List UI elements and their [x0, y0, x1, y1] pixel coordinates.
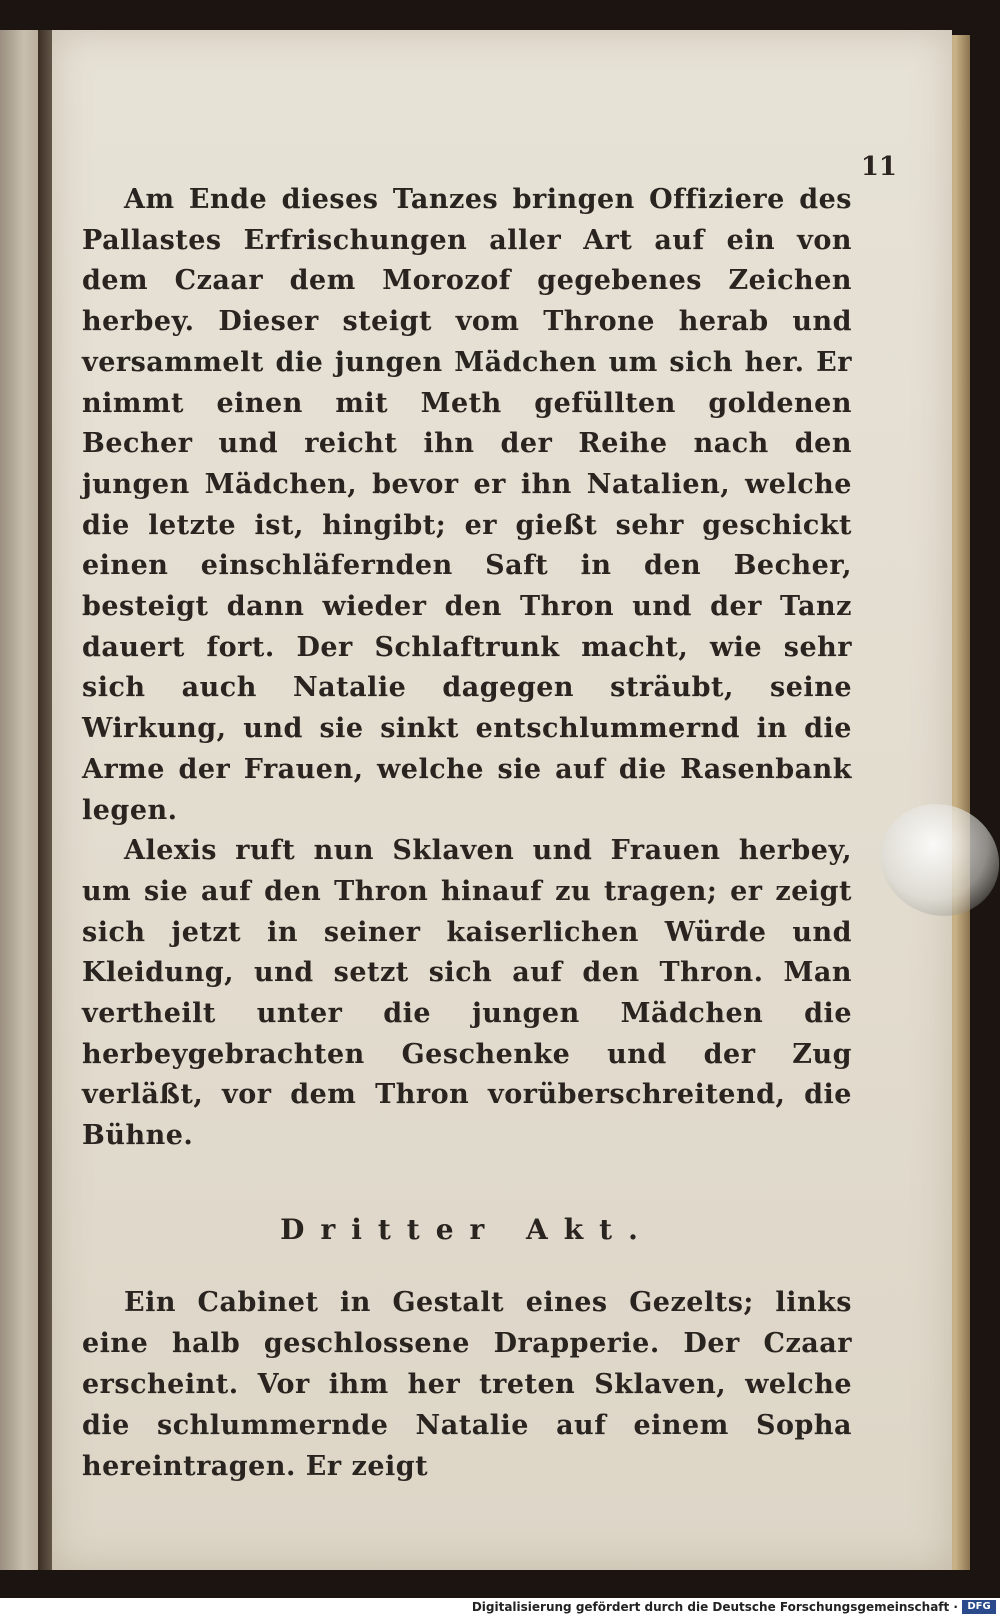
footer-credit: Digitalisierung gefördert durch die Deutsche Forschungsgemeinschaft ·: [471, 1600, 958, 1614]
page-number: 11: [860, 152, 897, 182]
page-text: [82, 180, 852, 1487]
paragraph-2: Alexis ruft nun Sklaven und Frauen herbey, um sie auf den Thron hinauf zu tragen; er zeigt sich jetzt in seiner kaiserlichen Würde und Kleidung, und setzt sich auf den Thron. Man vertheilt unter die jungen Mädchen die herbeygebrachten Geschenke und der Zug verläßt, vor dem Thron vorüberschreitend, die Bühne.: [82, 835, 852, 1152]
dfg-logo: DFG: [962, 1600, 996, 1614]
act-description: Ein Cabinet in Gestalt eines Gezelts; links eine halb geschlossene Drapperie. Der Czaar erscheint. Vor ihm her treten Sklaven, welche die schlummernde Natalie auf einem Sopha hereintragen. Er zeigt: [82, 1286, 852, 1482]
paragraph-1: Am Ende dieses Tanzes bringen Offiziere des Pallastes Erfrischungen aller Art auf ein von dem Czaar dem Morozof gegebenes Zeichen herbey. Dieser steigt vom Throne herab und versammelt die jungen Mädchen um sich her. Er nimmt einen mit Meth gefüllten goldenen Becher und reicht ihn der Reihe nach den jungen Mädchen, bevor er ihn Natalien, welche die letzte ist, hingibt; er gießt sehr geschickt einen einschläfernden Saft in den Becher, besteigt dann wieder den Thron und der Tanz dauert fort. Der Schlaftrunk macht, wie sehr sich auch Natalie dagegen sträubt, seine Wirkung, und sie sinkt entschlummernd in die Arme der Frauen, welche sie auf die Rasenbank legen.: [82, 184, 852, 826]
act-heading: Dritter Akt.: [280, 1212, 654, 1246]
left-page-edge: [0, 30, 40, 1570]
